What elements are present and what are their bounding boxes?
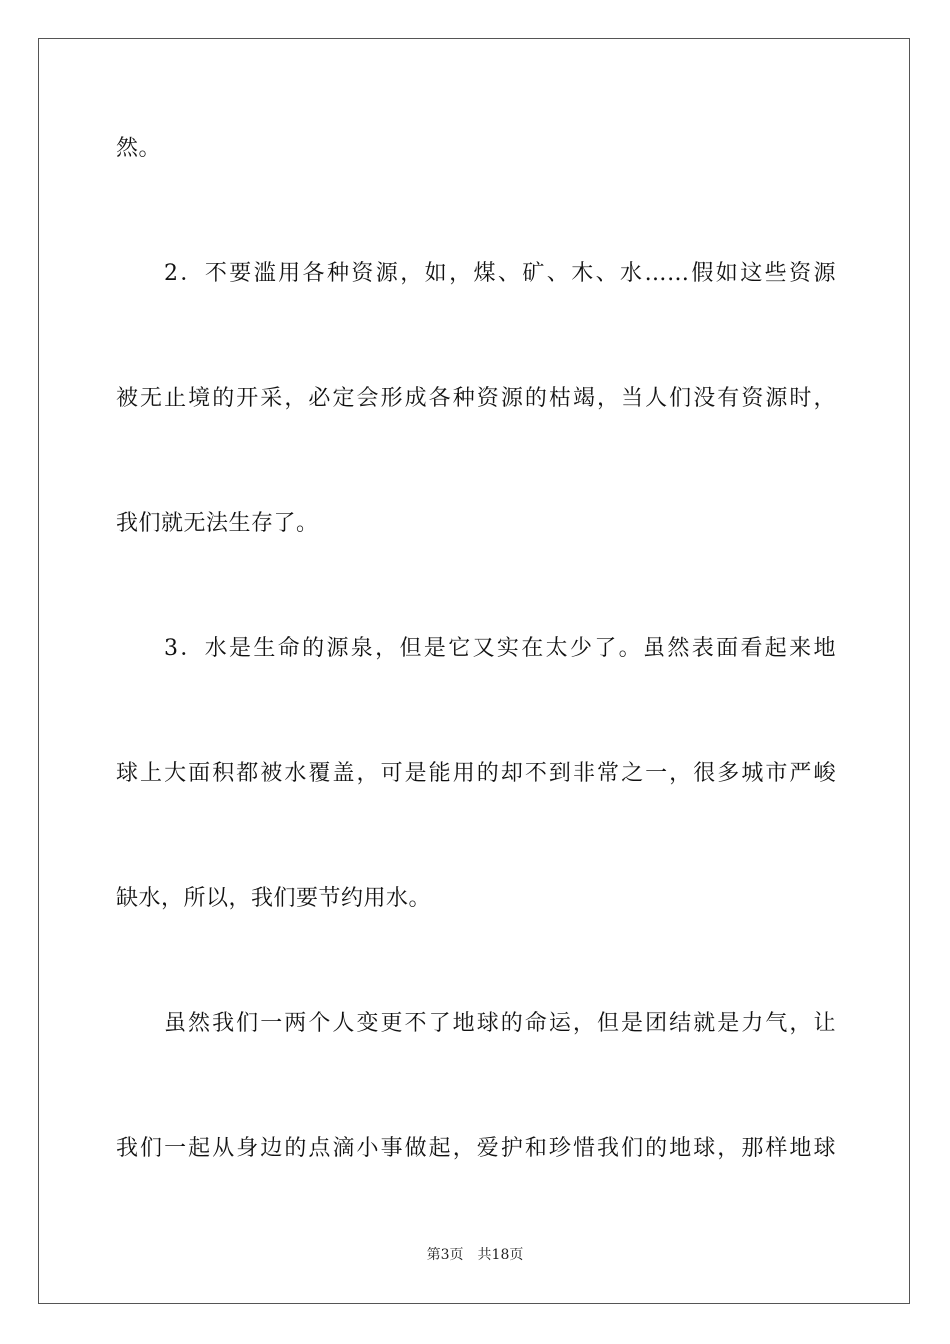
- page-number: 第3页: [426, 1247, 464, 1263]
- paragraph-line: 虽然我们一两个人变更不了地球的命运，但是团结就是力气，让: [164, 1011, 836, 1036]
- paragraph-line: 球上大面积都被水覆盖，可是能用的却不到非常之一，很多城市严峻: [116, 761, 836, 786]
- paragraph-line: 被无止境的开采，必定会形成各种资源的枯竭，当人们没有资源时，: [116, 386, 836, 411]
- page-total: 共18页: [477, 1247, 524, 1263]
- page-border: [38, 38, 910, 1304]
- paragraph-line: 2．不要滥用各种资源，如，煤、矿、木、水……假如这些资源: [164, 261, 836, 286]
- page-footer: [0, 1246, 950, 1264]
- paragraph-line: 我们一起从身边的点滴小事做起，爱护和珍惜我们的地球，那样地球: [116, 1136, 836, 1161]
- paragraph-line: 然。: [116, 136, 162, 161]
- paragraph-line: 我们就无法生存了。: [116, 511, 319, 536]
- paragraph-line: 3．水是生命的源泉，但是它又实在太少了。虽然表面看起来地: [164, 636, 836, 661]
- paragraph-line: 缺水，所以，我们要节约用水。: [116, 886, 432, 911]
